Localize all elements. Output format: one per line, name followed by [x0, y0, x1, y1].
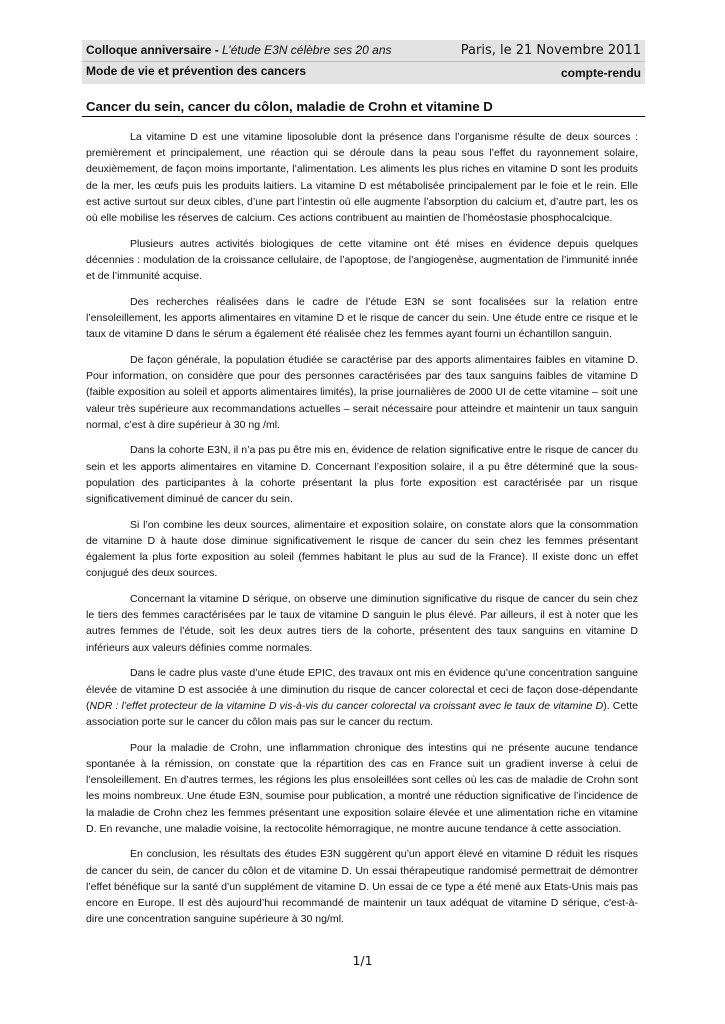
- paragraph-combined-sources: Si l’on combine les deux sources, alimentaire et exposition solaire, on constate alors que la consommation de vitamine D à haute dose diminue significativement le risque de cancer du sein chez les femmes présentant également la plus forte exposition au soleil (femmes habitant le plus au sud de la France). Il existe donc un effet conjugué des deux sources.: [86, 518, 638, 580]
- page-number: 1/1: [352, 953, 373, 968]
- document-header: [82, 40, 645, 84]
- paragraph-biological-activities: Plusieurs autres activités biologiques de cette vitamine ont été mises en évidence depuis quelques décennies : modulation de la croissance cellulaire, de l’apoptose, de l’angiogenèse, augmentation de l’immunité innée et de l’immunité acquise.: [86, 237, 638, 283]
- paragraph-cohort: Dans la cohorte E3N, il n’a pas pu être mis en, évidence de relation significative entre le risque de cancer du sein et les apports alimentaires en vitamine D. Concernant l’exposition solaire, il a pu être déterminé que la sous-population des participantes à la cohorte présentant la plus forte exposition est caractérisée par un risque significativement diminué de cancer du sein.: [86, 444, 638, 506]
- article-body: [86, 129, 638, 937]
- epic-text-after: ). Cette association porte sur le cancer du côlon mais pas sur le cancer du rectum.: [86, 699, 638, 728]
- ndr-note: NDR : l’effet protecteur de la vitamine D vis-à-vis du cancer colorectal va croissant avec le taux de vitamine D: [89, 699, 604, 712]
- title-underline: [82, 116, 645, 117]
- paragraph-serum: Concernant la vitamine D sérique, on observe une diminution significative du risque de cancer du sein chez le tiers des femmes caractérisées par le taux de vitamine D sanguin le plus élevé. Par ailleurs, il est à noter que les autres femmes de l’étude, soit les deux autres tiers de la cohorte, présentent des taux sanguins en vitamine D inférieurs aux valeurs définies comme normales.: [86, 593, 638, 654]
- theme-title: Mode de vie et prévention des cancers: [86, 64, 307, 78]
- paragraph-population: De façon générale, la population étudiée se caractérise par des apports alimentaires faibles en vitamine D. Pour information, on considère que pour des personnes caractérisées par des taux sanguins faibles de vitamine D (faible exposition au soleil et apports alimentaires limités), la prise journalières de 2000 UI de cette vitamine – soit une valeur très supérieure aux recommandations actuelles – serait nécessaire pour atteindre et maintenir un taux sanguin normal, c’est à dire supérieur à 30 ng /ml.: [86, 353, 638, 431]
- header-divider: [82, 61, 645, 62]
- epic-text-before: Dans le cadre plus vaste d’une étude EPIC, des travaux ont mis en évidence qu’une concentration sanguine élevée de vitamine D est associée à une diminution du risque de cancer colorectal et ceci de façon dose-dépendante (: [86, 667, 638, 712]
- paragraph-conclusion: En conclusion, les résultats des études E3N suggèrent qu’un apport élevé en vitamine D réduit les risques de cancer du sein, de cancer du côlon et de vitamine D. Un essai thérapeutique randomisé permettrait de démontrer l’effet bénéfique sur la santé d’un supplément de vitamine D. Un essai de ce type a été mené aux Etats-Unis mais pas encore en Europe. Il est dès aujourd’hui recommandé de maintenir un taux adéquat de vitamine D sérique, c'est-à-dire une concentration sanguine supérieure à 30 ng/ml.: [86, 848, 638, 926]
- colloque-title: [86, 43, 392, 57]
- colloque-subtitle: L’étude E3N célèbre ses 20 ans: [222, 43, 392, 57]
- paragraph-epic: [86, 665, 638, 730]
- paragraph-vitamin-d-intro: La vitamine D est une vitamine liposoluble dont la présence dans l’organisme résulte de deux sources : premièrement et principalement, une réaction qui se déroule dans la peau sous l’effet du rayonnement solaire, deuxièmement, de façon moins importante, l’alimentation. Les aliments les plus riches en vitamine D sont les produits de la mer, les œufs puis les produits laitiers. La vitamine D est métabolisée principalement par le foie et le rein. Elle est active surtout sur deux cibles, d’une part l’intestin où elle augmente l’absorption du calcium et, d’autre part, les os où elle mobilise les réserves de calcium. Ces actions contribuent au maintien de l’homéostasie phosphocalcique.: [86, 131, 638, 225]
- colloque-label: Colloque anniversaire -: [86, 43, 223, 57]
- document-date: Paris, le 21 Novembre 2011: [460, 43, 641, 58]
- paragraph-research-focus: Des recherches réalisées dans le cadre de l’étude E3N se sont focalisées sur la relation entre l’ensoleillement, les apports alimentaires en vitamine D et le risque de cancer du sein. Une étude entre ce risque et le taux de vitamine D dans le sérum a également été réalisée chez les femmes ayant fourni un échantillon sanguin.: [86, 295, 638, 341]
- article-title: Cancer du sein, cancer du côlon, maladie de Crohn et vitamine D: [86, 99, 493, 114]
- document-type: compte-rendu: [560, 66, 641, 80]
- paragraph-crohn: Pour la maladie de Crohn, une inflammation chronique des intestins qui ne présente aucune tendance spontanée à la rémission, on constate que la répartition des cas en France suit un gradient inverse à celui de l’ensoleillement. En d’autres termes, les régions les plus ensoleillées sont celles où les cas de maladie de Crohn sont les moins nombreux. Une étude E3N, soumise pour publication, a montré une réduction significative de l’incidence de la maladie de Crohn chez les femmes présentant une exposition solaire élevée et une alimentation riche en vitamine D. En revanche, une maladie voisine, la rectocolite hémorragique, ne montre aucune tendance à cette association.: [86, 741, 638, 835]
